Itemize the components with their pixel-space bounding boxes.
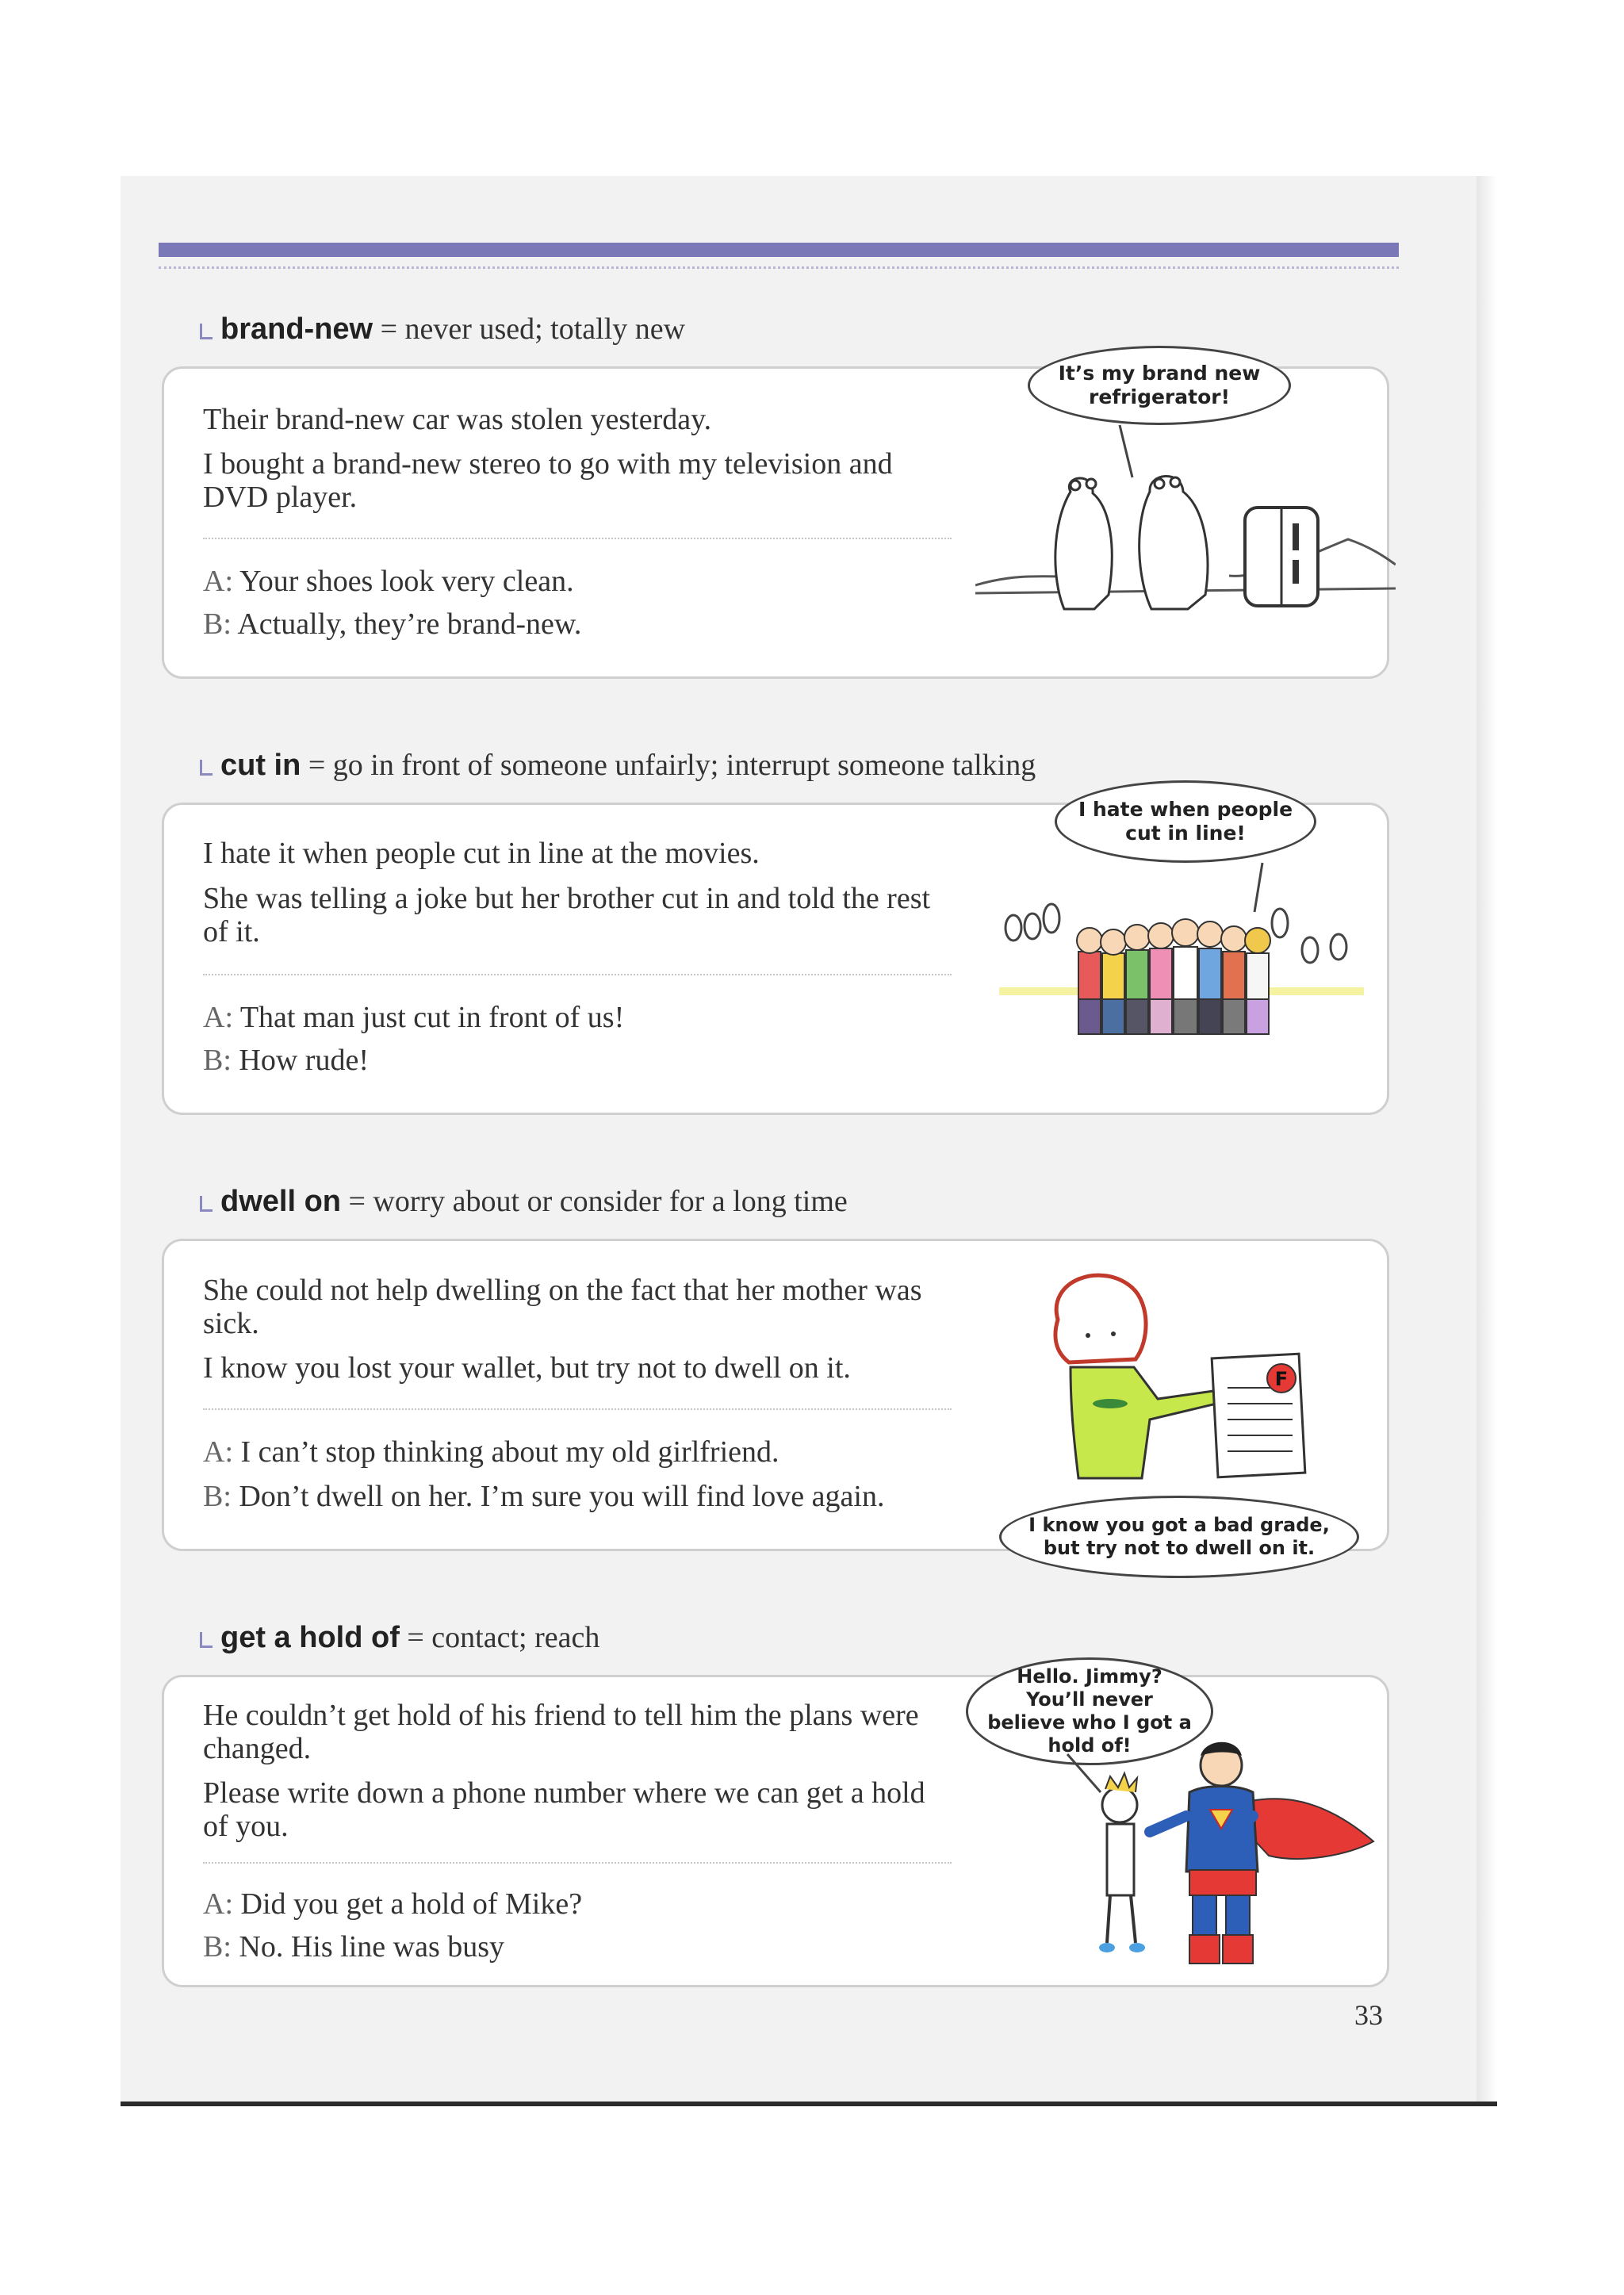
entry-definition: = never used; totally new [380,312,686,346]
example-sentence: Their brand-new car was stolen yesterday. [203,403,712,436]
dotted-separator [203,1408,952,1410]
checkbox-bullet-icon [200,324,213,339]
dialogue-line: A: That man just cut in front of us! [203,1001,625,1034]
page-number: 33 [1354,1999,1383,2031]
speech-bubble: I know you got a bad grade, but try not to dwell on it. [999,1496,1359,1578]
dialogue-line: A: Did you get a hold of Mike? [203,1887,583,1921]
entry-term: get a hold of [220,1621,400,1654]
example-sentence: I know you lost your wallet, but try not to dwell on it. [203,1351,851,1385]
grade-mark: F [1274,1368,1289,1390]
entry-heading [200,1618,599,1657]
entry-term: dwell on [220,1185,341,1218]
people-in-line-illustration [999,856,1380,1063]
example-sentence: I bought a brand-new stereo to go with my television and DVD player. [203,447,893,514]
dialogue-line: B: How rude! [203,1044,369,1077]
speech-bubble: It’s my brand new refrigerator! [1028,346,1291,425]
checkbox-bullet-icon [200,1632,213,1648]
dialogue-line: B: No. His line was busy [203,1930,505,1964]
polar-bears-refrigerator-illustration [975,420,1396,626]
dialogue-line: A: Your shoes look very clean. [203,565,574,598]
page-bottom-rule [121,2102,1497,2106]
entry-definition: = worry about or consider for a long time [348,1185,848,1218]
example-sentence: Please write down a phone number where we can get a hold of you. [203,1776,925,1843]
page-edge [1477,176,1497,2105]
entry-heading [200,745,1036,785]
entry-heading [200,309,685,349]
dialogue-line: A: I can’t stop thinking about my old girlfriend. [203,1435,779,1469]
dotted-separator [203,974,952,975]
entry-term: brand-new [220,312,373,346]
speech-bubble: Hello. Jimmy? You’ll never believe who I got a hold of! [966,1657,1213,1765]
header-dotted-rule [159,266,1399,269]
man-on-phone-with-superhero-illustration [1063,1737,1380,1975]
header-bar [159,243,1399,257]
example-sentence: I hate it when people cut in line at the movies. [203,837,760,870]
dialogue-line: B: Actually, they’re brand-new. [203,607,582,641]
checkbox-bullet-icon [200,760,213,776]
dotted-separator [203,1862,952,1864]
boy-with-bad-grade-illustration [1031,1264,1332,1494]
example-sentence: She was telling a joke but her brother cut in and told the rest of it. [203,882,931,948]
speech-bubble: I hate when people cut in line! [1055,780,1316,863]
entry-term: cut in [220,749,301,782]
dotted-separator [203,538,952,539]
entry-definition: = contact; reach [407,1621,600,1654]
example-sentence: She could not help dwelling on the fact that her mother was sick. [203,1274,922,1340]
dialogue-line: B: Don’t dwell on her. I’m sure you will find love again. [203,1480,885,1513]
checkbox-bullet-icon [200,1196,213,1212]
entry-heading [200,1182,848,1221]
example-sentence: He couldn’t get hold of his friend to tell him the plans were changed. [203,1699,919,1765]
entry-definition: = go in front of someone unfairly; interrupt someone talking [308,749,1036,782]
